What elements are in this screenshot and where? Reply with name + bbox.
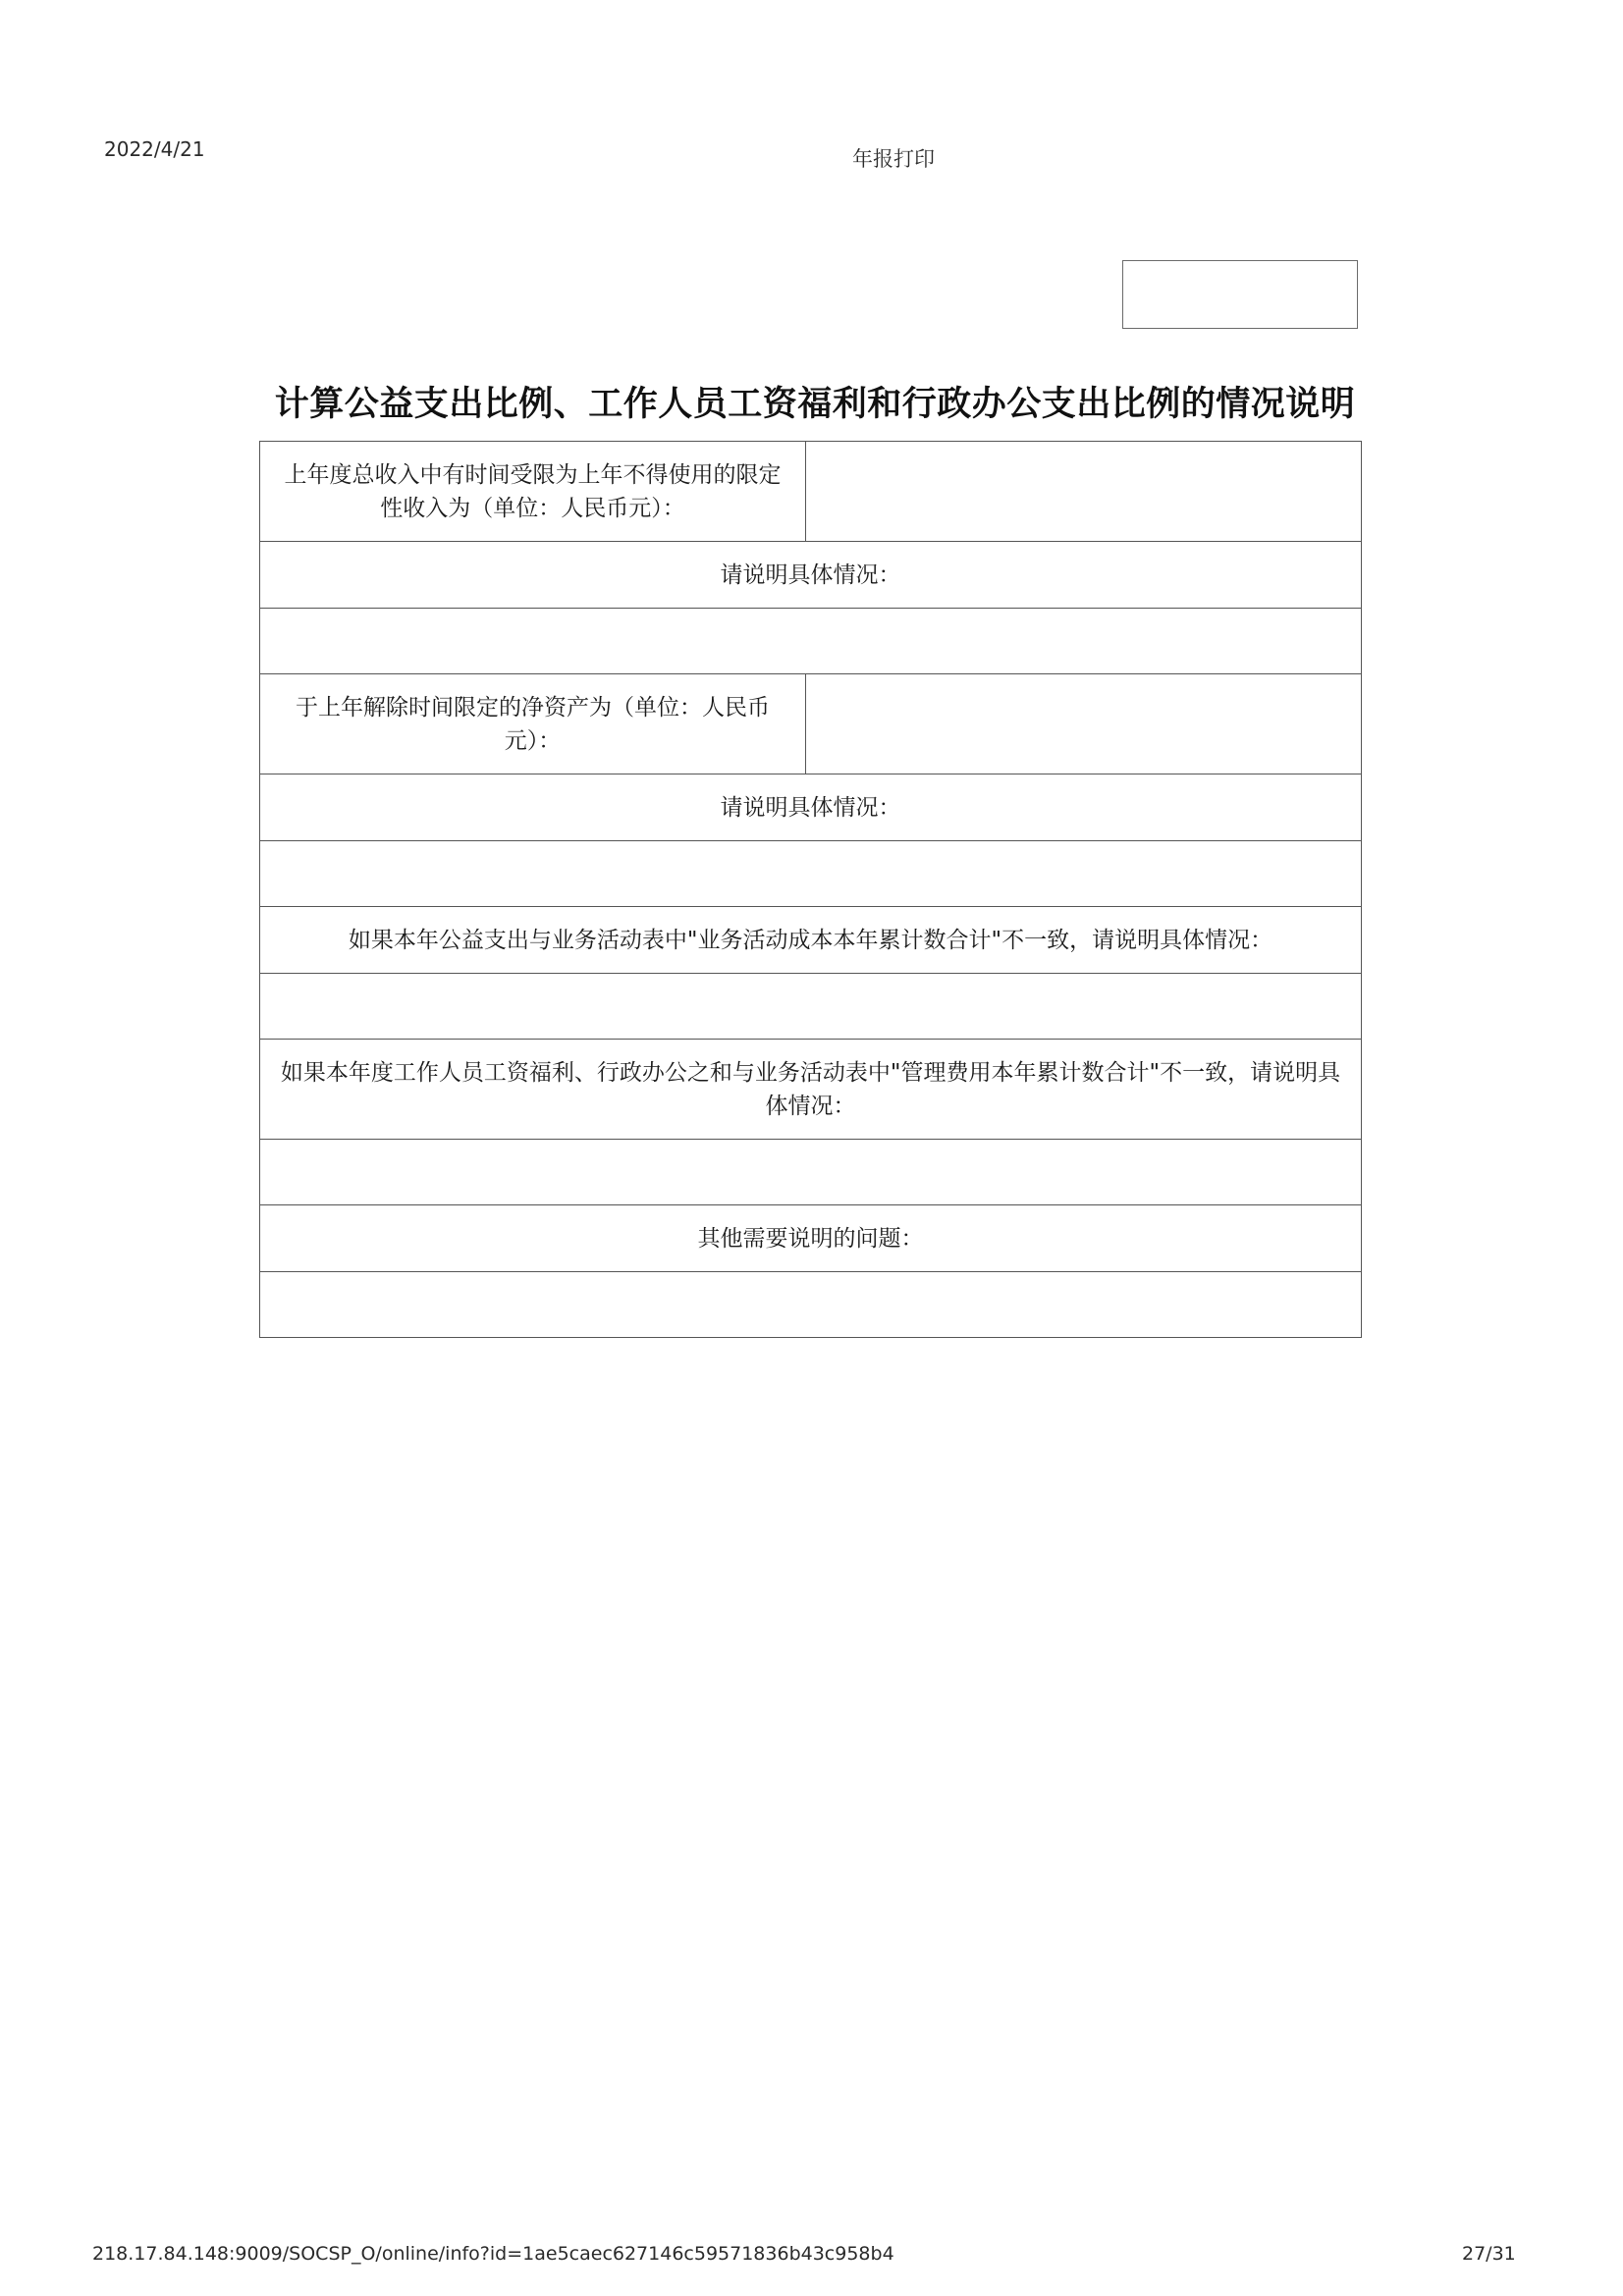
released-assets-label: 于上年解除时间限定的净资产为（单位：人民币元）：: [260, 674, 806, 774]
restricted-income-value[interactable]: [806, 442, 1362, 542]
explanation-form-table: [259, 441, 1362, 1338]
released-assets-detail-heading-row: [260, 774, 1362, 841]
restricted-income-label: 上年度总收入中有时间受限为上年不得使用的限定性收入为（单位：人民币元）：: [260, 442, 806, 542]
admin-expense-mismatch-label: 如果本年度工作人员工资福利、行政办公之和与业务活动表中"管理费用本年累计数合计"不一致，请说明具体情况：: [260, 1040, 1362, 1140]
footer-url: 218.17.84.148:9009/SOCSP_O/online/info?id=1ae5caec627146c59571836b43c958b4: [92, 2243, 894, 2265]
blank-corner-box: [1122, 260, 1358, 329]
other-issues-heading-row: [260, 1205, 1362, 1272]
other-issues-label: 其他需要说明的问题：: [260, 1205, 1362, 1272]
public-welfare-mismatch-label: 如果本年公益支出与业务活动表中"业务活动成本本年累计数合计"不一致，请说明具体情况：: [260, 907, 1362, 974]
restricted-income-detail-label: 请说明具体情况：: [260, 542, 1362, 609]
public-welfare-mismatch-value[interactable]: [260, 974, 1362, 1040]
public-welfare-mismatch-row: [260, 974, 1362, 1040]
released-assets-value[interactable]: [806, 674, 1362, 774]
restricted-income-row: [260, 442, 1362, 542]
admin-expense-mismatch-value[interactable]: [260, 1140, 1362, 1205]
restricted-income-detail-heading-row: [260, 542, 1362, 609]
released-assets-detail-row: [260, 841, 1362, 907]
admin-expense-mismatch-heading-row: [260, 1040, 1362, 1140]
restricted-income-detail-row: [260, 609, 1362, 674]
other-issues-value[interactable]: [260, 1272, 1362, 1338]
public-welfare-mismatch-heading-row: [260, 907, 1362, 974]
released-assets-detail-label: 请说明具体情况：: [260, 774, 1362, 841]
print-date: 2022/4/21: [104, 137, 205, 161]
restricted-income-detail-value[interactable]: [260, 609, 1362, 674]
released-assets-row: [260, 674, 1362, 774]
document-title: 计算公益支出比例、工作人员工资福利和行政办公支出比例的情况说明: [274, 385, 1356, 424]
admin-expense-mismatch-row: [260, 1140, 1362, 1205]
other-issues-row: [260, 1272, 1362, 1338]
page-number: 27/31: [1462, 2243, 1516, 2265]
print-header-title: 年报打印: [852, 147, 935, 171]
released-assets-detail-value[interactable]: [260, 841, 1362, 907]
